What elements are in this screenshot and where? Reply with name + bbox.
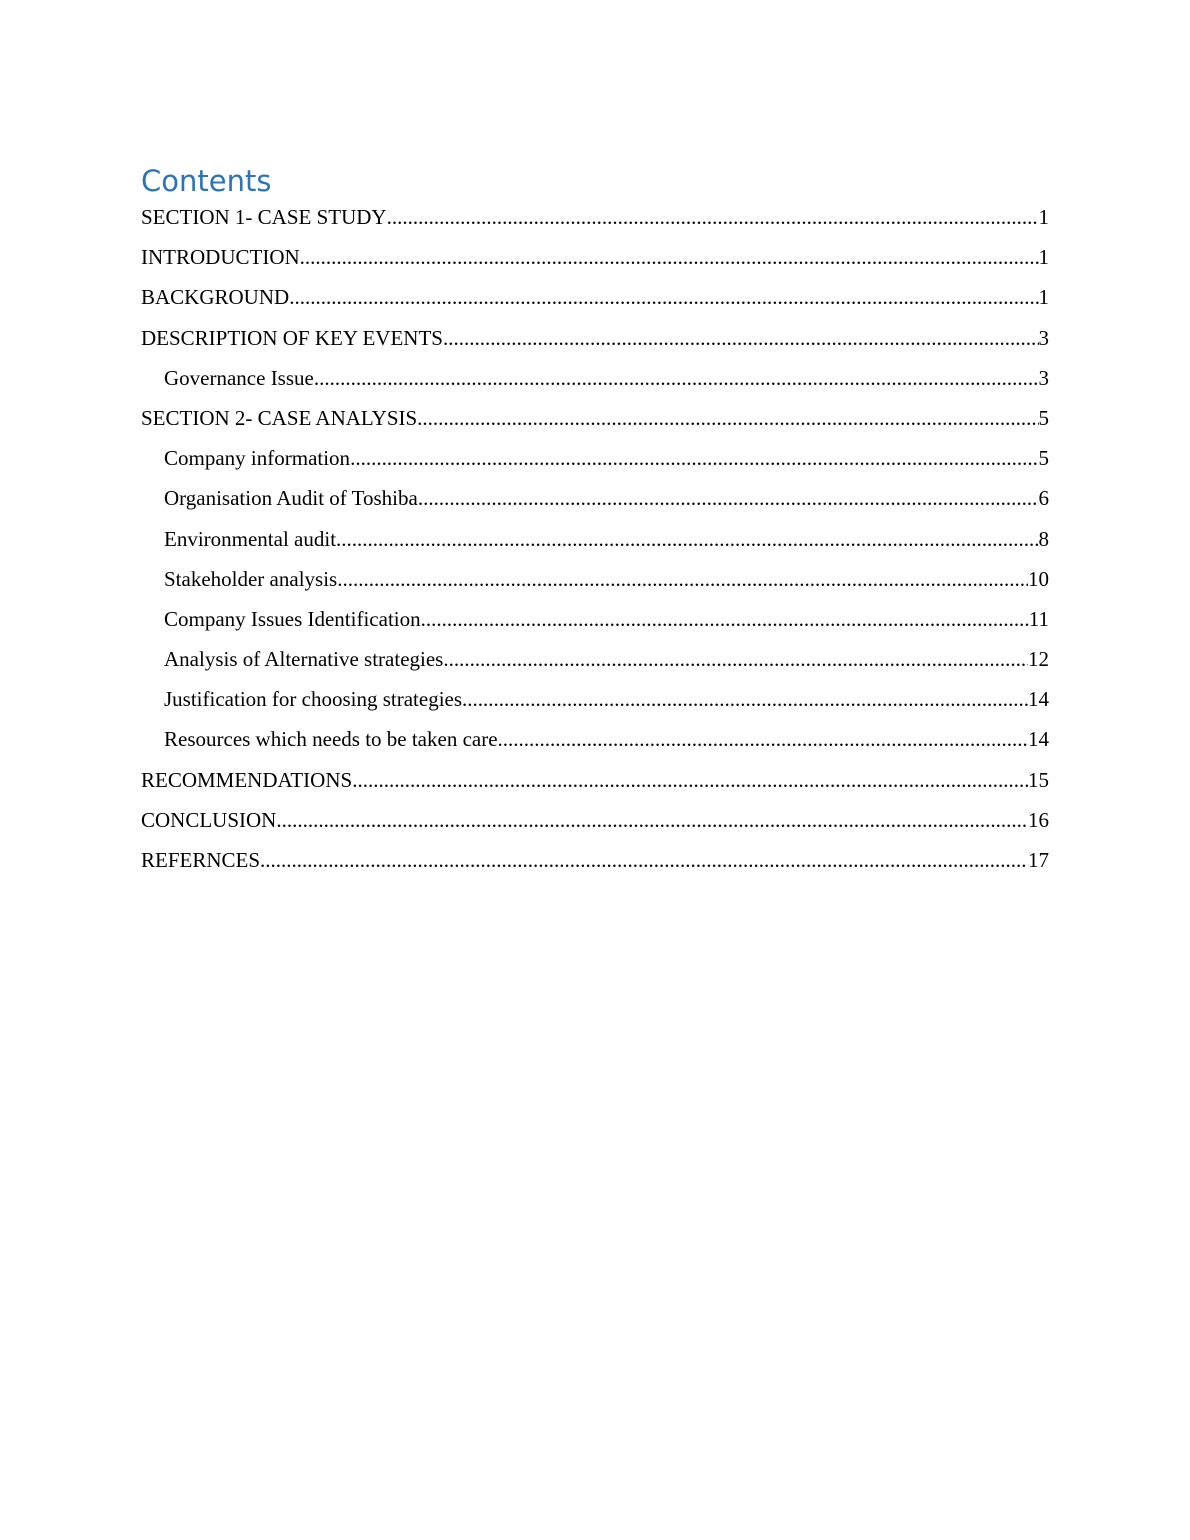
toc-heading: Contents [141, 164, 272, 198]
toc-entry-title: SECTION 2- CASE ANALYSIS [141, 405, 418, 430]
toc-entry-title: Resources which needs to be taken care [164, 727, 498, 752]
toc-dot-leader [336, 524, 1038, 554]
toc-page-number: 1 [1038, 205, 1049, 229]
toc-entry[interactable] [141, 483, 1049, 523]
toc-dot-leader [421, 604, 1029, 634]
toc-dot-leader [300, 242, 1039, 272]
toc-page-number: 3 [1038, 365, 1049, 390]
toc-entry[interactable] [141, 724, 1049, 764]
toc-entry[interactable] [141, 644, 1049, 684]
toc-page-number: 1 [1038, 245, 1049, 270]
toc-entry-title: Company information [164, 446, 351, 471]
toc-entry[interactable] [141, 242, 1049, 282]
toc-entry[interactable] [141, 202, 1049, 242]
toc-entry[interactable] [141, 805, 1049, 845]
toc-entry-title: Analysis of Alternative strategies [164, 647, 444, 672]
toc-entry-title: BACKGROUND [141, 285, 290, 310]
toc-entry-title: RECOMMENDATIONS [141, 767, 353, 792]
toc-dot-leader [498, 724, 1028, 754]
toc-page-number: 10 [1028, 566, 1049, 591]
toc-dot-leader [352, 765, 1028, 795]
toc-dot-leader [260, 845, 1028, 875]
toc-entry[interactable] [141, 564, 1049, 604]
toc-dot-leader [289, 282, 1038, 312]
toc-entry[interactable] [141, 443, 1049, 483]
toc-entry[interactable] [141, 282, 1049, 322]
toc-page-number: 17 [1028, 848, 1049, 872]
toc-entry[interactable] [141, 363, 1049, 403]
toc-entry-title: Stakeholder analysis [164, 566, 338, 591]
table-of-contents [141, 160, 1049, 885]
toc-dot-leader [443, 323, 1039, 353]
toc-page-number: 14 [1028, 687, 1049, 712]
toc-entry-title: Organisation Audit of Toshiba [164, 486, 418, 511]
toc-entry-title: Governance Issue [164, 365, 314, 390]
toc-list [141, 202, 1049, 885]
toc-page-number: 14 [1028, 727, 1049, 752]
toc-page-number: 3 [1038, 325, 1049, 350]
toc-dot-leader [314, 363, 1039, 393]
toc-entry-title: INTRODUCTION [141, 245, 300, 270]
toc-page-number: 5 [1038, 405, 1049, 430]
toc-entry[interactable] [141, 604, 1049, 644]
toc-dot-leader [462, 684, 1028, 714]
toc-entry[interactable] [141, 323, 1049, 363]
toc-dot-leader [443, 644, 1028, 674]
toc-page-number: 12 [1028, 647, 1049, 672]
toc-dot-leader [337, 564, 1028, 594]
toc-dot-leader [276, 805, 1028, 835]
toc-entry[interactable] [141, 684, 1049, 724]
toc-entry[interactable] [141, 403, 1049, 443]
toc-entry-title: REFERNCES [141, 848, 261, 872]
toc-page-number: 16 [1028, 807, 1049, 832]
toc-entry[interactable] [141, 524, 1049, 564]
toc-entry[interactable] [141, 765, 1049, 805]
toc-entry-title: CONCLUSION [141, 807, 277, 832]
toc-dot-leader [418, 483, 1039, 513]
toc-page-number: 5 [1038, 446, 1049, 471]
toc-page-number: 15 [1028, 767, 1049, 792]
toc-entry-title: Company Issues Identification [164, 606, 421, 631]
toc-entry[interactable] [141, 845, 1049, 885]
toc-dot-leader [387, 202, 1039, 232]
toc-page-number: 6 [1038, 486, 1049, 511]
toc-entry-title: Justification for choosing strategies [164, 687, 463, 712]
toc-page-number: 1 [1038, 285, 1049, 310]
toc-page-number: 8 [1038, 526, 1049, 551]
toc-entry-title: Environmental audit [164, 526, 337, 551]
toc-dot-leader [350, 443, 1038, 473]
toc-dot-leader [417, 403, 1038, 433]
toc-page-number: 11 [1028, 606, 1049, 631]
toc-entry-title: SECTION 1- CASE STUDY [141, 205, 387, 229]
toc-entry-title: DESCRIPTION OF KEY EVENTS [141, 325, 443, 350]
